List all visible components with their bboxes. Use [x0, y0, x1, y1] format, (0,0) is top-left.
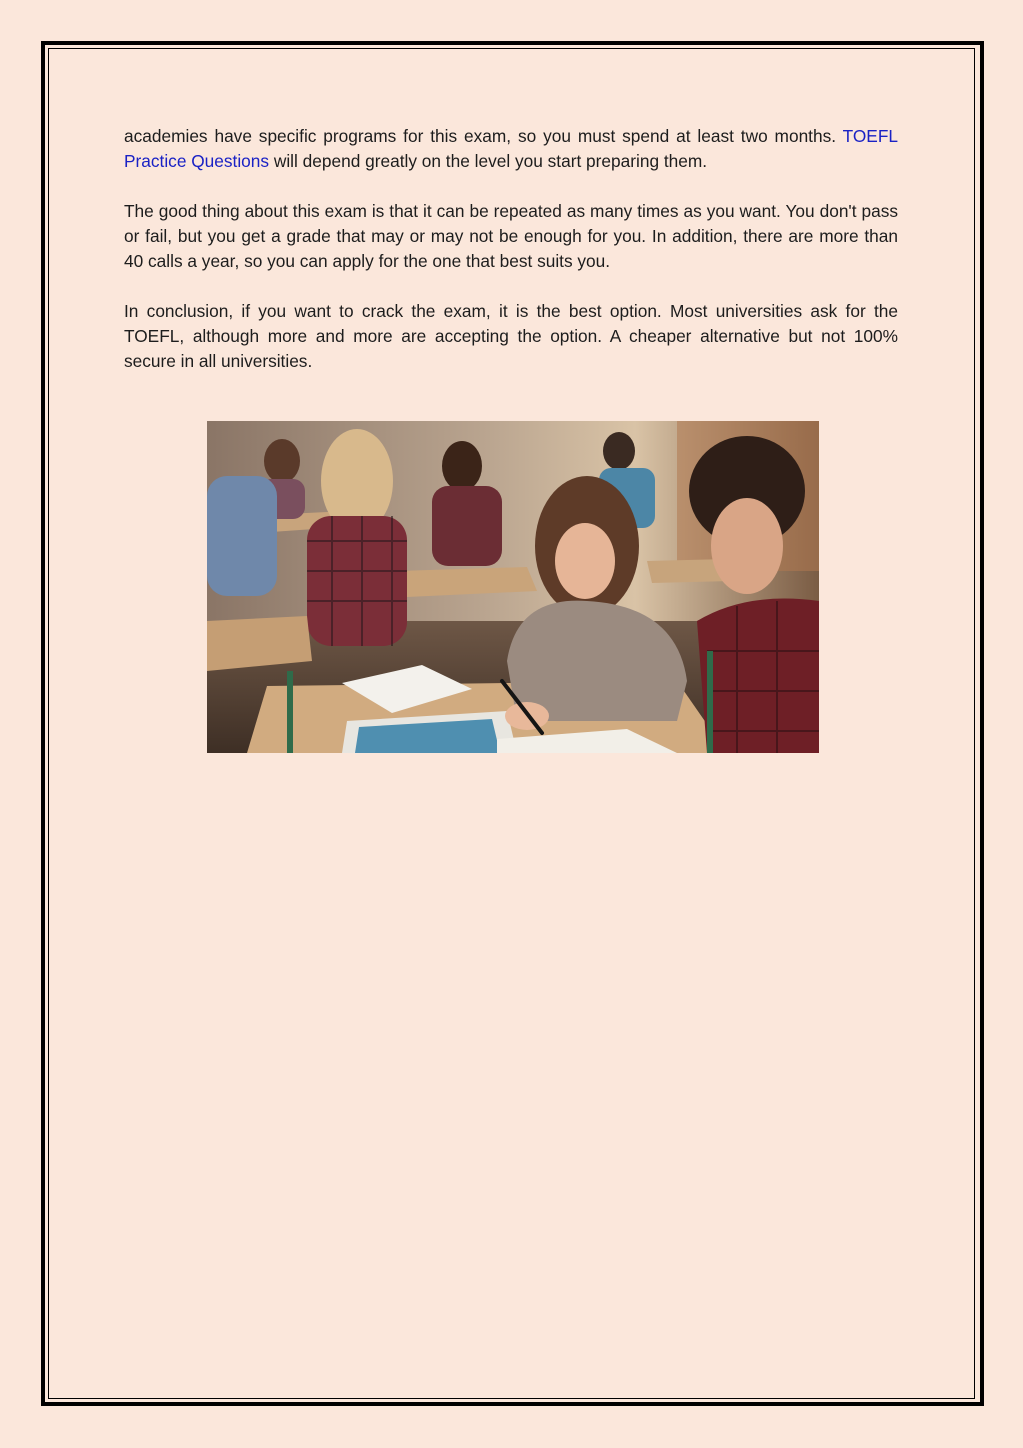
- chair-leg: [287, 671, 293, 753]
- student-girl-face: [555, 523, 615, 599]
- student-back-left-head: [264, 439, 300, 483]
- student-boy-shirt: [697, 599, 819, 754]
- toefl-practice-questions-link[interactable]: TOEFL Practice Questions: [124, 126, 898, 171]
- chair-leg-right: [707, 651, 713, 753]
- paragraph-1-text-start: academies have specific programs for this exam, so you must spend at least two months.: [124, 126, 843, 146]
- student-back-right-head: [603, 432, 635, 470]
- student-back-middle-head: [442, 441, 482, 491]
- paragraph-2: The good thing about this exam is that it can be repeated as many times as you want. You don't pass or fail, but you get a grade that may or may not be enough for you. In addition, there are more than 40 calls a year, so you can apply for the one that best suits you.: [124, 201, 898, 271]
- student-back-middle-body: [432, 486, 502, 566]
- paragraph-1: [124, 124, 898, 174]
- student-boy-face: [711, 498, 783, 594]
- classroom-exam-photo: [207, 421, 819, 753]
- student-left-body: [207, 476, 277, 596]
- paragraph-1-text-end: will depend greatly on the level you start preparing them.: [269, 151, 708, 171]
- article-body: [124, 124, 898, 399]
- paragraph-3: In conclusion, if you want to crack the exam, it is the best option. Most universities ask for the TOEFL, although more and more are accepting the option. A cheaper alternative but not 100% secure in all universities.: [124, 301, 898, 371]
- classroom-exam-illustration: [207, 421, 819, 753]
